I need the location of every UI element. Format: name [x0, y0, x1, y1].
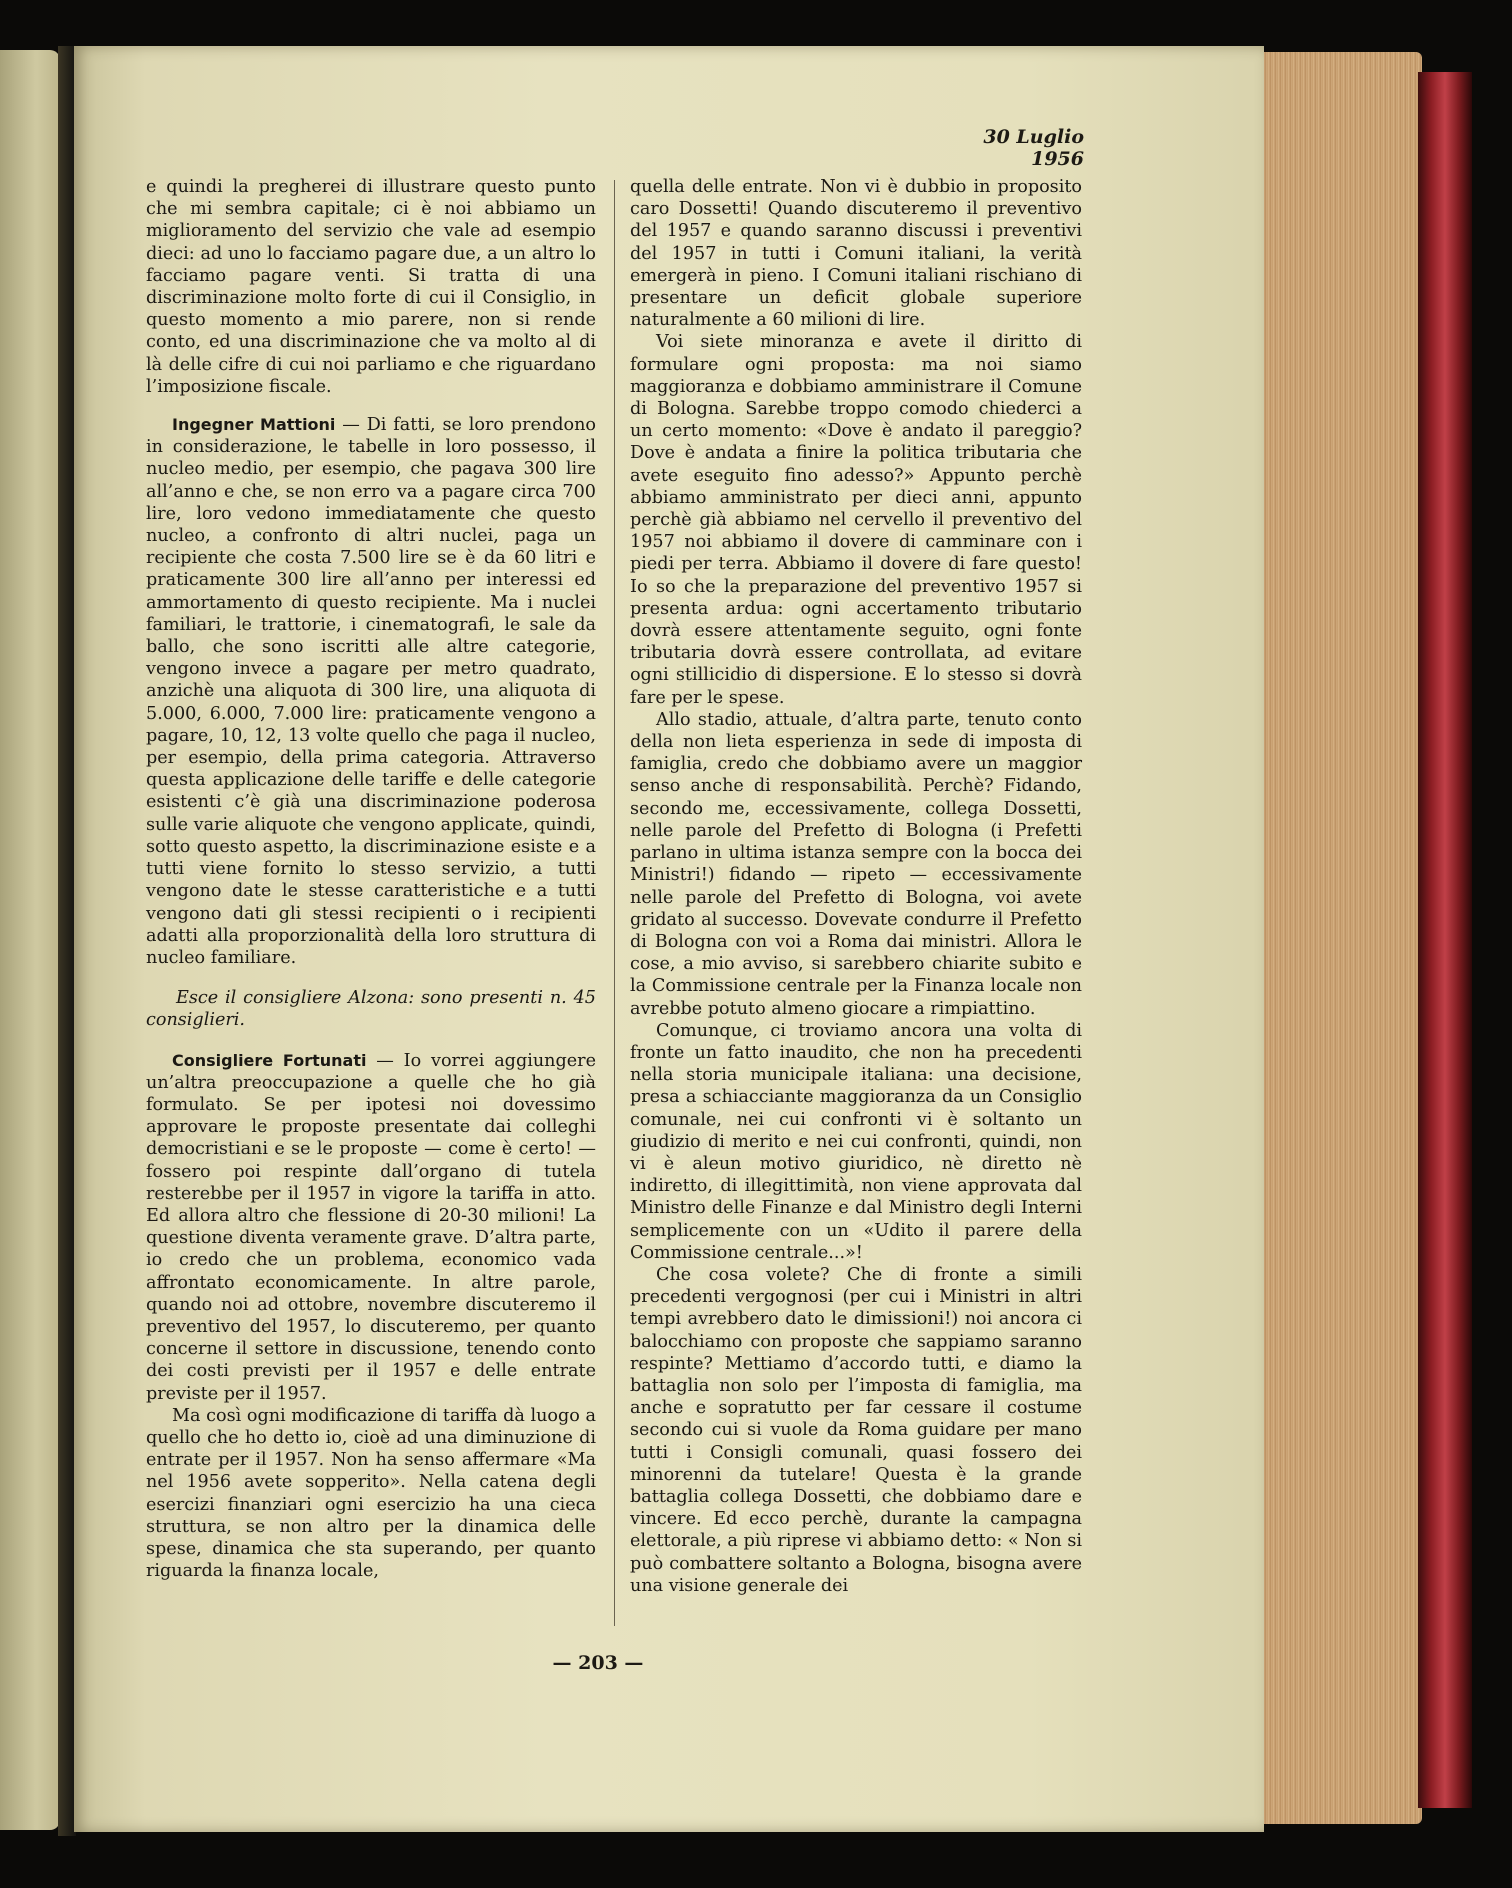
- text-column-right: [630, 176, 1082, 1597]
- speaker-name: Ingegner Mattioni: [172, 415, 336, 435]
- running-head-date: 30 Luglio 1956: [983, 126, 1084, 170]
- paragraph: quella delle entrate. Non vi è dubbio in proposito caro Dossetti! Quando discuteremo il preventivo del 1957 e quando saranno discussi i preventivi del 1957 in tutti i Comuni italiani, la verità emergerà in pieno. I Comuni italiani rischiano di presentare un deficit globale superiore naturalmente a 60 milioni di lire.: [630, 177, 1082, 331]
- text-column-left: [146, 176, 596, 1582]
- speech-text: Di fatti, se loro prendono in considerazione, le tabelle in loro possesso, il nucleo medio, per esempio, che pagava 300 lire all’anno e che, se non erro va a pagare circa 700 lire, loro vedono immediatamente che questo nucleo, a confronto di altri nuclei, paga un recipiente che costa 7.500 lire se è da 60 litri e praticamente 300 lire all’anno per interessi ed ammortamento di questo recipiente. Ma i nuclei familiari, le trattorie, i cinematografi, le sale da ballo, che sono iscritti alle altre categorie, vengono invece a pagare per metro quadrato, anzichè una aliquota di 300 lire, una aliquota di 5.000, 6.000, 7.000 lire: praticamente vengono a pagare, 10, 12, 13 volte quello che paga il nucleo, per esempio, della prima categoria. Attraverso questa applicazione delle tariffe e delle categorie esistenti c’è già una discriminazione poderosa sulle varie aliquote che vengono applicate, quindi, sotto questo aspetto, la discriminazione esiste e a tutti viene fornito lo stesso servizio, a tutti vengono date le stesse caratteristiche e a tutti vengono dati gli stessi recipienti o i recipienti adatti alla proporzionalità della loro struttura di nucleo familiare.: [146, 415, 597, 968]
- paragraph: e quindi la pregherei di illustrare questo punto che mi sembra capitale; ci è noi abbiamo un miglioramento del servizio che vale ad esempio dieci: ad uno lo facciamo pagare due, a un altro lo facciamo pagare venti. Si tratta di una discriminazione molto forte di cui il Consiglio, in questo momento a mio parere, non si rende conto, ed una discriminazione che va molto al di là delle cifre di cui noi parliamo e che riguardano l’imposizione fiscale.: [146, 177, 596, 397]
- paragraph: Che cosa volete? Che di fronte a simili precedenti vergognosi (per cui i Ministri in altri tempi avrebbero dato le dimissioni!) noi ancora ci balocchiamo con proposte che sappiamo saranno respinte? Mettiamo d’accordo tutti, e diamo la battaglia non solo per l’imposta di famiglia, ma anche e sopratutto per far cessare il costume secondo cui si vuole da Roma guidare per mano tutti i Consigli comunali, quasi fossero dei minorenni da tutelare! Questa è la grande battaglia collega Dossetti, che dobbiamo dare e vincere. Ed ecco perchè, durante la campagna elettorale, a più riprese vi abbiamo detto: « Non si può combattere soltanto a Bologna, bisogna avere una visione generale dei: [630, 1264, 1082, 1596]
- speaker-name: Consigliere Fortunati: [172, 1050, 367, 1070]
- book-cover-red: [1418, 72, 1472, 1808]
- page-block-edges: [1262, 52, 1422, 1824]
- page-number: — 203 —: [552, 1652, 644, 1674]
- paragraph: Allo stadio, attuale, d’altra parte, tenuto conto della non lieta esperienza in sede di imposta di famiglia, credo che dobbiamo avere un maggior senso anche di responsabilità. Perchè? Fidando, secondo me, eccessivamente, collega Dossetti, nelle parole del Prefetto di Bologna (i Prefetti parlano in ultima istanza sempre con la bocca dei Ministri!) fidando — ripeto — eccessivamente nelle parole del Prefetto di Bologna, voi avete gridato al successo. Dovevate condurre il Prefetto di Bologna con voi a Roma dai ministri. Allora le cose, a mio avviso, si sarebbero chiarite subito e la Commissione centrale per la Finanza locale non avrebbe potuto almeno giocare a rimpiattino.: [630, 709, 1082, 1019]
- facing-page-edge: [0, 50, 60, 1830]
- paragraph: Voi siete minoranza e avete il diritto di formulare ogni proposta: ma noi siamo maggioranza e dobbiamo amministrare il Comune di Bologna. Sarebbe troppo comodo chiederci a un certo momento: «Dove è andato il pareggio? Dove è andata a finire la politica tributaria che avete eseguito fino adesso?» Appunto perchè abbiamo amministrato per dieci anni, appunto perchè già abbiamo nel cervello il preventivo del 1957 noi abbiamo il dovere di camminare con i piedi per terra. Abbiamo il dovere di fare questo! Io so che la preparazione del preventivo 1957 si presenta ardua: ogni accertamento tributario dovrà essere attentamente seguito, ogni fonte tributaria dovrà essere controllata, ad evitare ogni stillicidio di dispersione. E lo stesso si dovrà fare per le spese.: [630, 332, 1082, 708]
- stage-direction: Esce il consigliere Alzona: sono presenti n. 45 consiglieri.: [146, 988, 596, 1031]
- paragraph: Ma così ogni modificazione di tariffa dà luogo a quello che ho detto io, cioè ad una diminuzione di entrate per il 1957. Non ha senso affermare «Ma nel 1956 avete sopperito». Nella catena degli esercizi finanziari ogni esercizio ha una cieca struttura, se non altro per la dinamica delle spese, dinamica che sta superando, per quanto riguarda la finanza locale,: [146, 1405, 596, 1582]
- speech-paragraph: Consigliere Fortunati — Io vorrei aggiungere un’altra preoccupazione a quelle che ho già formulato. Se per ipotesi noi dovessimo approvare le proposte presentate dai colleghi democristiani e se le proposte — come è certo! — fossero poi respinte dall’organo di tutela resterebbe per il 1957 in vigore la tariffa in atto. Ed allora altro che flessione di 20-30 milioni! La questione diventa veramente grave. D’altra parte, io credo che un problema, economico vada affrontato economicamente. In altre parole, quando noi ad ottobre, novembre discuteremo il preventivo del 1957, lo discuteremo, per quanto concerne il settore in discussione, tenendo conto dei costi previsti per il 1957 e delle entrate previste per il 1957.: [146, 1050, 596, 1404]
- speech-text: Io vorrei aggiungere un’altra preoccupazione a quelle che ho già formulato. Se per ipotesi noi dovessimo approvare le proposte presentate dai colleghi democristiani e se le proposte — come è certo! — fossero poi respinte dall’organo di tutela resterebbe per il 1957 in vigore la tariffa in atto. Ed allora altro che flessione di 20-30 milioni! La questione diventa veramente grave. D’altra parte, io credo che un problema, economico vada affrontato economicamente. In altre parole, quando noi ad ottobre, novembre discuteremo il preventivo del 1957, lo discuteremo, per quanto concerne il settore in discussione, tenendo conto dei costi previsti per il 1957 e delle entrate previste per il 1957.: [146, 1050, 596, 1404]
- paragraph: Comunque, ci troviamo ancora una volta di fronte un fatto inaudito, che non ha precedenti nella storia municipale italiana: una decisione, presa a schiacciante maggioranza da un Consiglio comunale, nei cui confronti vi è soltanto un giudizio di merito e nei cui confronti, quindi, non vi è aleun motivo giuridico, nè diretto nè indiretto, di illegittimità, non viene approvata dal Ministro delle Finanze e dal Ministro degli Interni semplicemente con un «Udito il parere della Commissione centrale...»!: [630, 1020, 1082, 1263]
- speech-paragraph: Ingegner Mattioni — Di fatti, se loro prendono in considerazione, le tabelle in loro possesso, il nucleo medio, per esempio, che pagava 300 lire all’anno e che, se non erro va a pagare circa 700 lire, loro vedono immediatamente che questo nucleo, a confronto di altri nuclei, paga un recipiente che costa 7.500 lire se è da 60 litri e praticamente 300 lire all’anno per interessi ed ammortamento di questo recipiente. Ma i nuclei familiari, le trattorie, i cinematografi, le sale da ballo, che sono iscritti alle altre categorie, vengono invece a pagare per metro quadrato, anzichè una aliquota di 300 lire, una aliquota di 5.000, 6.000, 7.000 lire: praticamente vengono a pagare, 10, 12, 13 volte quello che paga il nucleo, per esempio, della prima categoria. Attraverso questa applicazione delle tariffe e delle categorie esistenti c’è già una discriminazione poderosa sulle varie aliquote che vengono applicate, quindi, sotto questo aspetto, la discriminazione esiste e a tutti viene fornito lo stesso servizio, a tutti vengono date le stesse caratteristiche e a tutti vengono dati gli stessi recipienti o i recipienti adatti alla proporzionalità della loro struttura di nucleo familiare.: [146, 415, 597, 968]
- column-rule: [614, 180, 615, 1626]
